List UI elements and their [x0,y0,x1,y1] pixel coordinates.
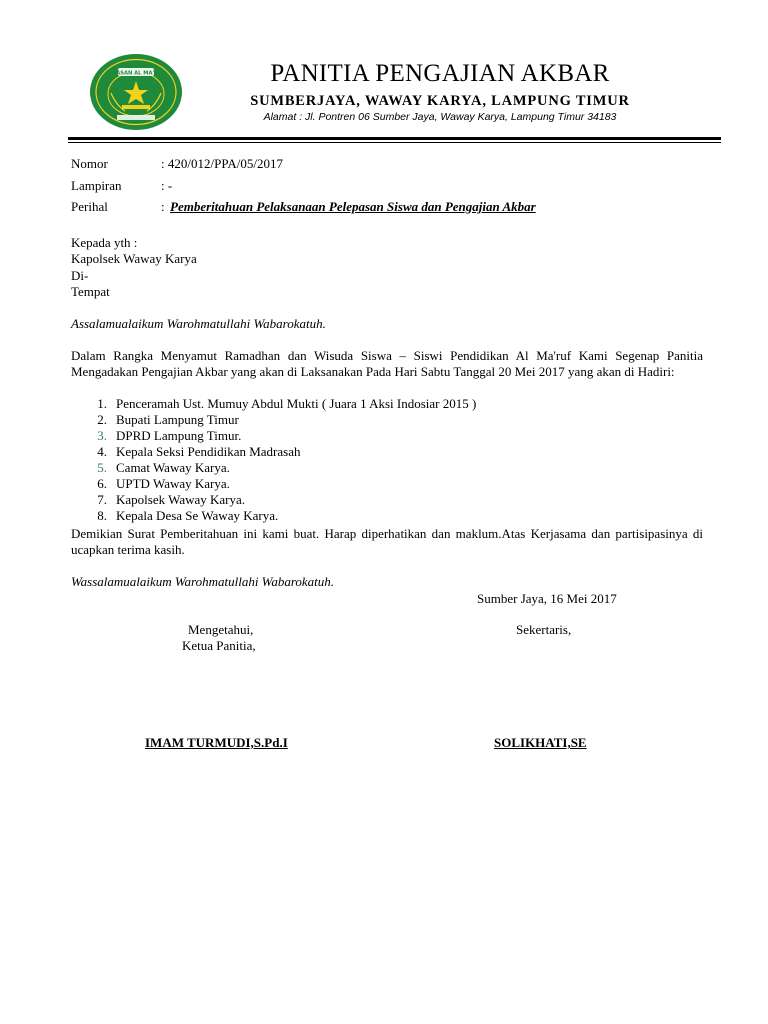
organization-address: Alamat : Jl. Pontren 06 Sumber Jaya, Waway Karya, Lampung Timur 34183 [263,111,617,123]
list-item [71,428,671,444]
header-divider-thick [68,137,721,140]
list-item [71,412,671,428]
list-number: 5. [97,460,107,475]
list-number: 7. [97,492,107,507]
recipient-line-2: Kapolsek Waway Karya [71,251,197,266]
list-number: 3. [97,428,107,443]
list-number: 8. [97,508,107,523]
perihal-value: Pemberitahuan Pelaksanaan Pelepasan Siswa dan Pengajian Akbar [170,199,536,214]
organization-subtitle: SUMBERJAYA, WAWAY KARYA, LAMPUNG TIMUR [250,93,630,109]
body-intro: Dalam Rangka Menyamut Ramadhan dan Wisuda Siswa – Siswi Pendidikan Al Ma'ruf Kami Segenap Panitia Mengadakan Pengajian Akbar yang akan di Laksanakan Pada Hari Sabtu Tanggal 20 Mei 2017 yang akan di Hadiri: [71,348,703,379]
nomor-label: Nomor [71,156,108,171]
perihal-label: Perihal [71,199,108,214]
organization-logo [89,53,183,131]
left-sign-line-2: Ketua Panitia, [182,638,256,653]
left-signatory-name: IMAM TURMUDI,S.Pd.I [145,735,288,750]
list-item [71,444,671,460]
list-item [71,492,671,508]
list-text: Kapolsek Waway Karya. [116,492,246,507]
list-item [71,396,671,412]
list-number: 4. [97,444,107,459]
nomor-value: : 420/012/PPA/05/2017 [161,156,283,171]
list-number: 6. [97,476,107,491]
organization-title: PANITIA PENGAJIAN AKBAR [270,60,610,87]
header-divider-thin [68,142,721,143]
invitee-list [71,396,671,524]
left-sign-line-1: Mengetahui, [188,622,254,637]
list-text: Kepala Desa Se Waway Karya. [116,508,279,523]
closing-paragraph: Demikian Surat Pemberitahuan ini kami buat. Harap diperhatikan dan maklum.Atas Kerjasama dan partisipasinya di ucapkan terima kasih. [71,526,703,557]
lampiran-label: Lampiran [71,178,122,193]
list-text: UPTD Waway Karya. [116,476,230,491]
list-text: Kepala Seksi Pendidikan Madrasah [116,444,301,459]
closing-greeting: Wassalamualaikum Warohmatullahi Wabarokatuh. [71,574,335,589]
place-date: Sumber Jaya, 16 Mei 2017 [477,591,617,606]
svg-text:YAYASAN AL MA'RUF: YAYASAN AL MA'RUF [106,70,166,77]
recipient-line-4: Tempat [71,284,110,299]
list-number: 1. [97,396,107,411]
list-number: 2. [97,412,107,427]
list-text: Penceramah Ust. Mumuy Abdul Mukti ( Juara 1 Aksi Indosiar 2015 ) [116,396,477,411]
recipient-line-1: Kepada yth : [71,235,138,250]
list-text: Camat Waway Karya. [116,460,230,475]
right-sign-line-1: Sekertaris, [516,622,572,637]
list-item [71,508,671,524]
lampiran-value: : - [161,178,173,193]
list-item [71,460,671,476]
recipient-line-3: Di- [71,268,89,283]
list-text: DPRD Lampung Timur. [116,428,242,443]
perihal-colon: : [161,199,165,214]
list-item [71,476,671,492]
list-text: Bupati Lampung Timur [116,412,239,427]
right-signatory-name: SOLIKHATI,SE [494,735,587,750]
opening-greeting: Assalamualaikum Warohmatullahi Wabarokatuh. [71,316,326,331]
